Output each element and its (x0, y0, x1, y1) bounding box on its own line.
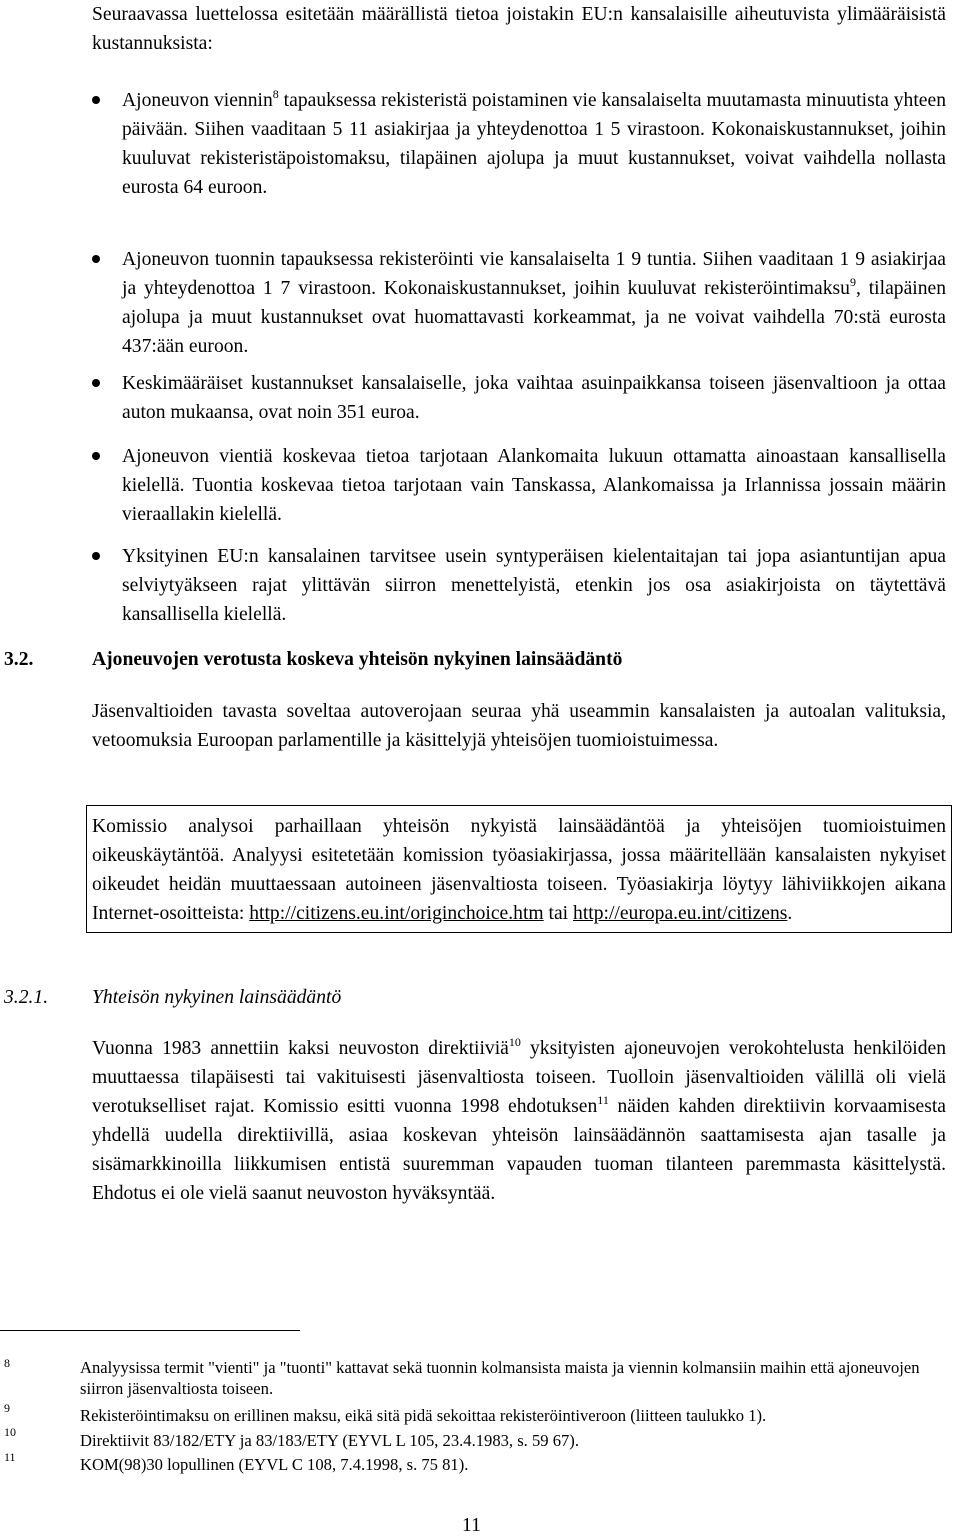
bullet-icon (92, 552, 100, 560)
paragraph-text: yksityisten ajoneuvojen verokohtelusta henkilöiden muuttaessa tilapäisesti tai vakituisesti jäsenvaltiosta toiseen. Tuolloin jäsenvaltioiden välillä oli vielä verotukselliset rajat. Komissio esitti vuonna 1998 ehdotuksen (92, 1038, 947, 1117)
bullet-language-info (122, 442, 946, 529)
bullet-text: Ajoneuvon viennin (122, 90, 273, 111)
footnote-text: Rekisteröintimaksu on erillinen maksu, eikä sitä pidä sekoittaa rekisteröintiveroon (liitteen taulukko 1). (80, 1406, 767, 1425)
section-title: Yhteisön nykyinen lainsäädäntö (92, 987, 342, 1008)
footnote-number: 10 (4, 1425, 16, 1439)
bullet-icon (92, 255, 100, 263)
info-box (86, 805, 952, 933)
box-text-mid: tai (543, 903, 574, 924)
footnote-number: 8 (4, 1356, 10, 1370)
box-text: Komissio analysoi parhaillaan yhteisön nykyistä lainsäädäntöä ja yhteisöjen tuomioistuimen oikeuskäytäntöä. Analyysi esitetetään komission työasiakirjassa, jossa määritellään kansalaisten nykyiset oikeudet heidän muuttaessaan autoineen jäsenvaltiosta toiseen. Työasiakirja löytyy lähiviikkojen aikana Internet-osoitteista: (92, 816, 946, 924)
box-text-end: . (787, 903, 793, 924)
intro-paragraph: Seuraavassa luettelossa esitetään määrällistä tietoa joistakin EU:n kansalaisille aiheutuvista ylimääräisistä kustannuksista: (92, 4, 946, 54)
section-number: 3.2. (4, 649, 34, 670)
footnote-ref[interactable]: 9 (849, 275, 856, 289)
section-title: Ajoneuvojen verotusta koskeva yhteisön nykyinen lainsäädäntö (92, 649, 623, 670)
footnote-ref[interactable]: 8 (272, 87, 279, 101)
bullet-text: Yksityinen EU:n kansalainen tarvitsee usein syntyperäisen kielentaitajan tai jopa asiantuntijan apua selviytyäkseen rajat ylittävän siirron menettelyistä, etenkin jos osa asiakirjoista on täytettävä kansallisella kielellä. (122, 546, 946, 625)
footnote-text: Analyysissa termit "vienti" ja "tuonti" kattavat sekä tuonnin kolmansista maista ja viennin kolmansiin maihin että ajoneuvojen siirron jäsenvaltiosta toiseen. (80, 1358, 920, 1398)
section-number: 3.2.1. (4, 987, 49, 1008)
footnote-number: 11 (4, 1450, 16, 1464)
bullet-icon (92, 96, 100, 104)
section-3-2-1-paragraph (92, 1034, 946, 1208)
section-3-2-paragraph: Jäsenvaltioiden tavasta soveltaa autoverojaan seuraa yhä useammin kansalaisten ja autoalan valituksia, vetoomuksia Euroopan parlamentille ja käsittelyjä yhteisöjen tuomioistuimessa. (92, 701, 946, 751)
bullet-expert-help (122, 542, 946, 629)
footnote-text: KOM(98)30 lopullinen (EYVL C 108, 7.4.1998, s. 75 81). (80, 1455, 469, 1474)
bullet-average-cost (122, 369, 946, 427)
bullet-icon (92, 379, 100, 387)
bullet-text: Ajoneuvon tuonnin tapauksessa rekisteröinti vie kansalaiselta 1 9 tuntia. Siihen vaaditaan 1 9 asiakirjaa ja yhteydenottoa 1 7 virastoon. Kokonaiskustannukset, joihin kuuluvat rekisteröintimaksu (122, 249, 946, 299)
footnote-ref[interactable]: 11 (597, 1093, 609, 1107)
paragraph-text: Vuonna 1983 annettiin kaksi neuvoston direktiiviä (92, 1038, 509, 1059)
footnote-text: Direktiivit 83/182/ETY ja 83/183/ETY (EYVL L 105, 23.4.1983, s. 59 67). (80, 1431, 579, 1450)
bullet-text: Ajoneuvon vientiä koskevaa tietoa tarjotaan Alankomaita lukuun ottamatta ainoastaan kansallisella kielellä. Tuontia koskevaa tietoa tarjotaan vain Tanskassa, Alankomaissa ja Irlannissa jossain määrin vieraallakin kielellä. (122, 446, 946, 525)
paragraph-text: näiden kahden direktiivin korvaamisesta yhdellä uudella direktiivillä, asiaa koskevan yhteisön lainsäädännön saattamisesta ajan tasalle ja sisämarkkinoilla liikkumisen entistä suuremman vapauden tuoman tilanteen paremmasta käsittelystä. Ehdotus ei ole vielä saanut neuvoston hyväksyntää. (92, 1096, 946, 1204)
footnote-divider (0, 1330, 300, 1331)
bullet-vehicle-export (122, 86, 946, 202)
link-originchoice[interactable]: http://citizens.eu.int/originchoice.htm (249, 903, 544, 924)
bullet-icon (92, 452, 100, 460)
link-citizens[interactable]: http://europa.eu.int/citizens (573, 903, 788, 924)
bullet-text: , tilapäinen ajolupa ja muut kustannukset ovat huomattavasti korkeammat, ja ne voivat vaihdella 70:stä eurosta 437:ään euroon. (122, 278, 946, 357)
bullet-text: tapauksessa rekisteristä poistaminen vie kansalaiselta muutamasta minuutista yhteen päivään. Siihen vaaditaan 5 11 asiakirjaa ja yhteydenottoa 1 5 virastoon. Kokonaiskustannukset, joihin kuuluvat rekisteristäpoistomaksu, tilapäinen ajolupa ja muut kustannukset, voivat vaihdella nollasta eurosta 64 euroon. (122, 90, 946, 198)
page-number: 11 (462, 1515, 481, 1536)
bullet-text: Keskimääräiset kustannukset kansalaiselle, joka vaihtaa asuinpaikkansa toiseen jäsenvaltioon ja ottaa auton mukaansa, ovat noin 351 euroa. (122, 373, 946, 423)
bullet-vehicle-import (122, 245, 946, 361)
footnote-number: 9 (4, 1401, 10, 1415)
footnote-ref[interactable]: 10 (508, 1035, 521, 1049)
